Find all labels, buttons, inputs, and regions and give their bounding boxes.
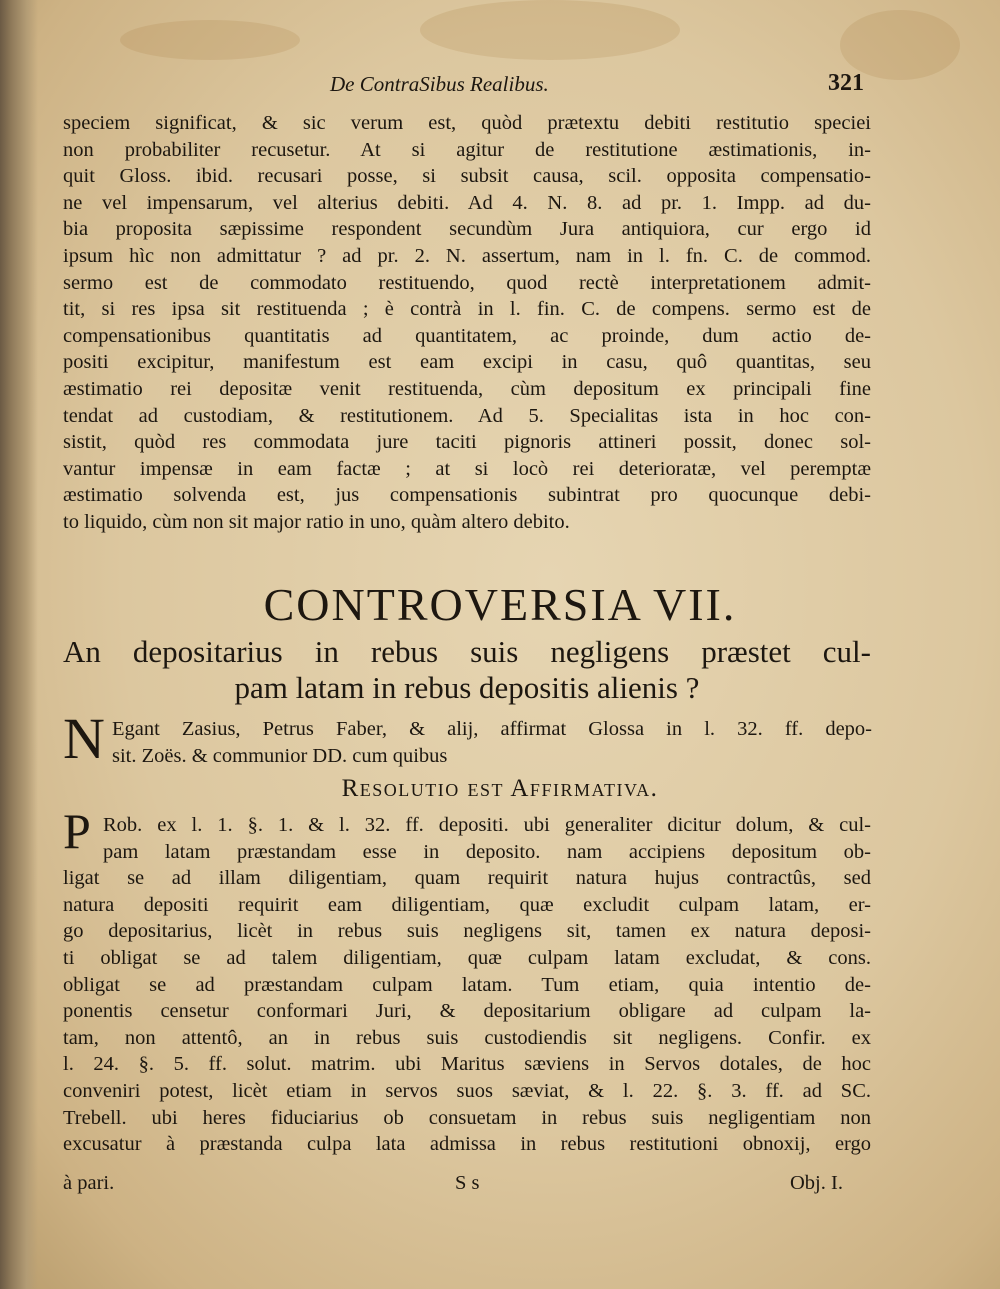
text-line: to liquido, cùm non sit major ratio in uno, quàm altero debito. (63, 510, 570, 533)
water-stain (120, 20, 300, 60)
drop-cap: P (63, 803, 91, 859)
text-line: quit Gloss. ibid. recusari posse, si subsit causa, scil. opposita compensatio- (63, 165, 871, 188)
text-line: Rob. ex l. 1. §. 1. & l. 32. ff. depositi. ubi generaliter dicitur dolum, & cul- (103, 814, 871, 836)
last-words: à pari. (63, 1172, 115, 1194)
text-line: tit, si res ipsa sit restituenda ; è contrà in l. fin. C. de compens. sermo est de (63, 298, 871, 321)
text-line: ligat se ad illam diligentiam, quam requirit natura hujus contractûs, sed (63, 867, 871, 890)
text-line: go depositarius, licèt in rebus suis negligens sit, tamen ex natura deposi- (63, 920, 871, 943)
signature-mark: S s (455, 1172, 480, 1194)
text-line: bia proposita sæpissime respondent secundùm Jura antiquiora, cur ergo id (63, 218, 871, 241)
catchword: Obj. I. (790, 1172, 843, 1194)
text-line: pam latam præstandam esse in deposito. nam accipiens depositum ob- (103, 840, 871, 863)
text-line: conveniri potest, licèt etiam in servos suos sæviat, & l. 22. §. 3. ff. ad SC. (63, 1079, 871, 1102)
text-line: sit. Zoës. & communior DD. cum quibus (112, 744, 448, 767)
text-line: Egant Zasius, Petrus Faber, & alij, affirmat Glossa in l. 32. ff. depo- (112, 718, 872, 740)
text-line: Trebell. ubi heres fiduciarius ob consuetam in rebus suis negligentiam non (63, 1106, 871, 1129)
question-line: An depositarius in rebus suis negligens præstet cul- (63, 634, 871, 669)
paragraph-continued (63, 110, 871, 536)
text-line: tendat ad custodiam, & restitutionem. Ad 5. Specialitas ista in hoc con- (63, 404, 871, 427)
text-line: ti obligat se ad talem diligentiam, quæ culpam latam excludat, & cons. (63, 946, 871, 969)
water-stain (420, 0, 680, 60)
section-heading: CONTROVERSIA VII. (263, 579, 737, 630)
text-line: sermo est de commodato restituendo, quod rectè interpretationem admit- (63, 271, 871, 294)
opinions-paragraph (112, 716, 872, 769)
text-line: ponentis censetur conformari Juri, & depositarium obligare ad culpam la- (63, 1000, 871, 1023)
running-title: De ContraSibus Realibus. (330, 72, 549, 96)
drop-cap: N (63, 706, 105, 771)
text-line: æstimatio solvenda est, jus compensationis subintrat pro quocunque debi- (63, 484, 871, 507)
text-line: compensationibus quantitatis ad quantitatem, ac proinde, dum actio de- (63, 324, 871, 347)
text-line: positi excipitur, manifestum est eam excipi in casu, quô quantitas, seu (63, 351, 871, 374)
text-line: speciem significat, & sic verum est, quòd prætextu debiti restitutio speciei (63, 112, 871, 134)
text-line: excusatur à præstanda culpa lata admissa in rebus restitutioni obnoxij, ergo (63, 1133, 871, 1156)
text-line: l. 24. §. 5. ff. solut. matrim. ubi Maritus sæviens in Servos dotales, de hoc (63, 1053, 871, 1076)
question-line: pam latam in rebus depositis alienis ? (234, 670, 700, 705)
text-line: tam, non attentô, an in rebus suis custodiendis sit negligens. Confir. ex (63, 1026, 871, 1049)
text-line: vantur impensæ in eam factæ ; at si locò rei deterioratæ, vel peremptæ (63, 457, 871, 480)
page-footer (0, 1172, 1000, 1202)
text-line: ne vel impensarum, vel alterius debiti. Ad 4. N. 8. ad pr. 1. Impp. ad du- (63, 191, 871, 214)
text-line: non probabiliter recusetur. At si agitur de restitutione æstimationis, in- (63, 138, 871, 161)
proof-paragraph (63, 812, 871, 1158)
page-number: 321 (828, 70, 864, 96)
text-line: ipsum hìc non admittatur ? ad pr. 2. N. assertum, nam in l. fn. C. de commod. (63, 244, 871, 267)
book-gutter (0, 0, 38, 1289)
text-line: natura depositi requirit eam diligentiam, quæ excludit culpam latam, er- (63, 893, 871, 916)
text-line: sistit, quòd res commodata jure taciti pignoris attineri possit, donec sol- (63, 431, 871, 454)
text-line: æstimatio rei depositæ venit restituenda, cùm depositum ex principali fine (63, 377, 871, 400)
question-heading (63, 634, 871, 706)
resolution-heading: Resolutio est Affirmativa. (341, 775, 659, 802)
text-line: obligat se ad præstandam culpam latam. Tum etiam, quia intentio de- (63, 973, 871, 996)
running-head (0, 72, 1000, 102)
